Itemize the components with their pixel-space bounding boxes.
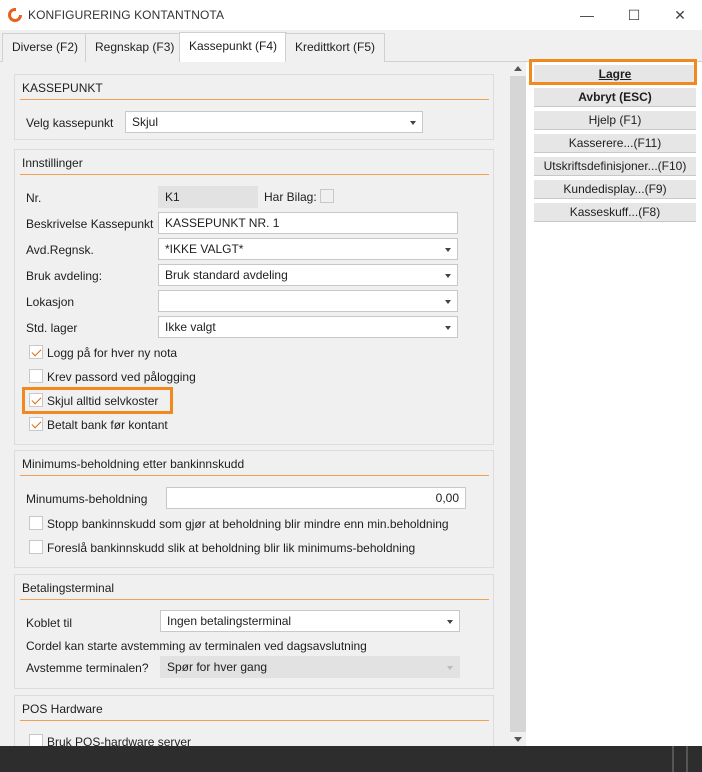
tab-bar bbox=[0, 30, 702, 62]
main-area bbox=[0, 62, 702, 746]
minimums-input[interactable]: 0,00 bbox=[166, 487, 466, 509]
kundedisplay-button[interactable]: Kundedisplay...(F9) bbox=[534, 180, 696, 199]
section-divider bbox=[20, 174, 489, 175]
section-pos-hardware bbox=[14, 695, 494, 746]
select-value: Spør for hver gang bbox=[167, 660, 268, 674]
app-logo-icon bbox=[7, 7, 23, 23]
lokasjon-select[interactable] bbox=[158, 290, 458, 312]
bruk-avdeling-select[interactable] bbox=[158, 264, 458, 286]
tab-regnskap[interactable]: Regnskap (F3) bbox=[85, 33, 184, 62]
avd-regnsk-label: Avd.Regnsk. bbox=[26, 243, 94, 257]
section-betalingsterminal bbox=[14, 574, 494, 689]
stopp-bankinnskudd-label: Stopp bankinnskudd som gjør at beholdning blir mindre enn min.beholdning bbox=[47, 517, 449, 531]
section-kassepunkt bbox=[14, 74, 494, 140]
window-title: KONFIGURERING KONTANTNOTA bbox=[28, 8, 225, 22]
kasserere-button[interactable]: Kasserere...(F11) bbox=[534, 134, 696, 153]
select-value: Ingen betalingsterminal bbox=[167, 614, 292, 628]
nr-label: Nr. bbox=[26, 191, 42, 205]
status-separator bbox=[672, 746, 674, 772]
beskrivelse-label: Beskrivelse Kassepunkt bbox=[26, 217, 154, 231]
section-minimums-beholdning bbox=[14, 450, 494, 568]
section-divider bbox=[20, 99, 489, 100]
bruk-avdeling-label: Bruk avdeling: bbox=[26, 269, 103, 283]
status-separator bbox=[686, 746, 688, 772]
chevron-down-icon bbox=[445, 274, 451, 278]
minimize-button[interactable]: — bbox=[580, 7, 594, 23]
avstemming-info-text: Cordel kan starte avstemming av terminalen ved dagsavslutning bbox=[26, 639, 367, 653]
chevron-down-icon bbox=[445, 300, 451, 304]
logg-pa-checkbox[interactable] bbox=[29, 345, 43, 359]
std-lager-select[interactable] bbox=[158, 316, 458, 338]
scroll-up-arrow-icon[interactable] bbox=[514, 66, 522, 71]
section-divider bbox=[20, 720, 489, 721]
scrollbar-thumb[interactable] bbox=[510, 76, 526, 732]
maximize-button[interactable]: ☐ bbox=[627, 7, 641, 23]
chevron-down-icon bbox=[447, 666, 453, 670]
section-title: Minimums-beholdning etter bankinnskudd bbox=[22, 457, 245, 471]
select-value: Bruk standard avdeling bbox=[165, 268, 288, 282]
tab-kredittkort[interactable]: Kredittkort (F5) bbox=[285, 33, 385, 62]
select-value: *IKKE VALGT* bbox=[165, 242, 244, 256]
foresla-bankinnskudd-label: Foreslå bankinnskudd slik at beholdning blir lik minimums-beholdning bbox=[47, 541, 416, 555]
koblet-til-select[interactable] bbox=[160, 610, 460, 632]
velg-kassepunkt-select[interactable] bbox=[125, 111, 423, 133]
lokasjon-label: Lokasjon bbox=[26, 295, 75, 309]
chevron-down-icon bbox=[447, 620, 453, 624]
minimums-label: Minumums-beholdning bbox=[26, 492, 148, 506]
select-value: Ikke valgt bbox=[165, 320, 216, 334]
velg-kassepunkt-label: Velg kassepunkt bbox=[26, 116, 114, 130]
title-bar bbox=[0, 0, 702, 30]
foresla-bankinnskudd-checkbox[interactable] bbox=[29, 540, 43, 554]
nr-field: K1 bbox=[158, 186, 258, 208]
highlight-lagre bbox=[529, 59, 697, 85]
beskrivelse-input[interactable]: KASSEPUNKT NR. 1 bbox=[158, 212, 458, 234]
hjelp-button[interactable]: Hjelp (F1) bbox=[534, 111, 696, 130]
bruk-pos-server-checkbox[interactable] bbox=[29, 734, 43, 746]
close-button[interactable]: ✕ bbox=[674, 7, 686, 23]
chevron-down-icon bbox=[445, 326, 451, 330]
avstemme-label: Avstemme terminalen? bbox=[26, 661, 149, 675]
section-divider bbox=[20, 599, 489, 600]
tab-diverse[interactable]: Diverse (F2) bbox=[2, 33, 88, 62]
avbryt-button[interactable]: Avbryt (ESC) bbox=[534, 88, 696, 107]
har-bilag-label: Har Bilag: bbox=[264, 190, 317, 204]
action-panel bbox=[526, 62, 702, 746]
select-value: Skjul bbox=[132, 115, 159, 129]
section-title: KASSEPUNKT bbox=[22, 81, 103, 95]
har-bilag-checkbox[interactable] bbox=[320, 189, 334, 203]
section-title: Innstillinger bbox=[22, 156, 83, 170]
avd-regnsk-select[interactable] bbox=[158, 238, 458, 260]
highlight-skjul-selvkoster bbox=[22, 387, 173, 414]
tab-kassepunkt[interactable]: Kassepunkt (F4) bbox=[179, 32, 287, 62]
logg-pa-label: Logg på for hver ny nota bbox=[47, 346, 178, 360]
settings-scroll-area bbox=[0, 62, 510, 746]
krev-passord-checkbox[interactable] bbox=[29, 369, 43, 383]
chevron-down-icon bbox=[410, 121, 416, 125]
skjul-selvkoster-label: Skjul alltid selvkoster bbox=[47, 394, 159, 408]
chevron-down-icon bbox=[445, 248, 451, 252]
betalt-bank-checkbox[interactable] bbox=[29, 417, 43, 431]
bruk-pos-server-label: Bruk POS-hardware server bbox=[47, 735, 192, 746]
kasseskuff-button[interactable]: Kasseskuff...(F8) bbox=[534, 203, 696, 222]
std-lager-label: Std. lager bbox=[26, 321, 78, 335]
koblet-til-label: Koblet til bbox=[26, 616, 73, 630]
vertical-scrollbar[interactable] bbox=[510, 62, 526, 746]
section-title: POS Hardware bbox=[22, 702, 103, 716]
lagre-label: Lagre bbox=[598, 67, 632, 81]
stopp-bankinnskudd-checkbox[interactable] bbox=[29, 516, 43, 530]
scroll-down-arrow-icon[interactable] bbox=[514, 737, 522, 742]
krev-passord-label: Krev passord ved pålogging bbox=[47, 370, 196, 384]
section-title: Betalingsterminal bbox=[22, 581, 115, 595]
utskriftsdefinisjoner-button[interactable]: Utskriftsdefinisjoner...(F10) bbox=[534, 157, 696, 176]
avstemme-select bbox=[160, 656, 460, 678]
status-bar bbox=[0, 746, 702, 772]
section-divider bbox=[20, 475, 489, 476]
betalt-bank-label: Betalt bank før kontant bbox=[47, 418, 168, 432]
